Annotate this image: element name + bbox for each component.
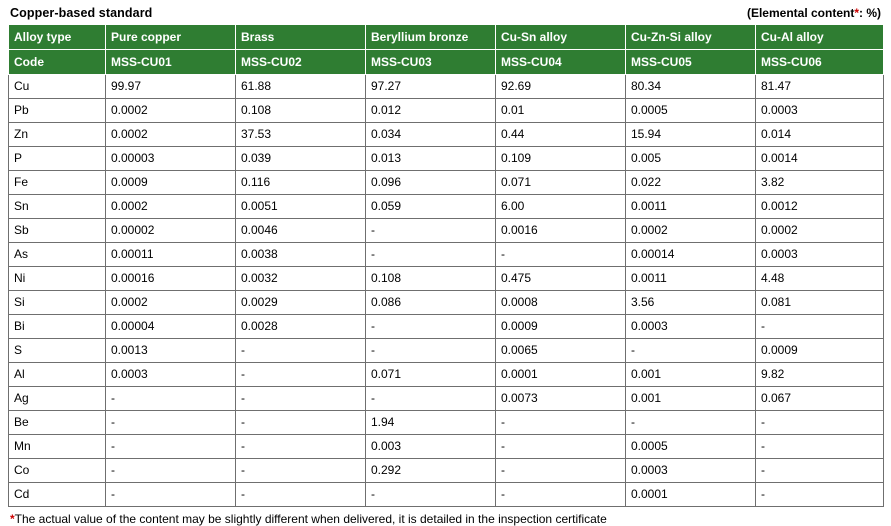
table-row [9,243,884,267]
asterisk-icon: * [854,6,859,20]
column-header-pure-copper: Pure copper [106,25,236,50]
elemental-content-note [747,6,881,20]
element-value-cell: - [496,411,626,435]
element-value-cell: 0.0008 [496,291,626,315]
element-value-cell: - [236,459,366,483]
element-value-cell: 0.096 [366,171,496,195]
column-header-beryllium-bronze: Beryllium bronze [366,25,496,50]
table-row [9,483,884,507]
asterisk-icon: * [10,512,15,526]
column-header-brass: Brass [236,25,366,50]
element-value-cell: 0.0002 [106,291,236,315]
element-symbol-cell: Mn [9,435,106,459]
element-value-cell: 0.00011 [106,243,236,267]
element-value-cell: - [496,483,626,507]
note-suffix: : %) [859,6,881,20]
element-value-cell: 0.0003 [626,459,756,483]
table-body [9,75,884,507]
element-value-cell: 0.0002 [756,219,884,243]
element-value-cell: 0.0014 [756,147,884,171]
element-value-cell: 3.56 [626,291,756,315]
table-row [9,99,884,123]
element-value-cell: 0.0032 [236,267,366,291]
element-value-cell: 0.034 [366,123,496,147]
column-header-cu-sn-alloy: Cu-Sn alloy [496,25,626,50]
element-value-cell: 0.071 [366,363,496,387]
code-pure-copper: MSS-CU01 [106,50,236,75]
element-symbol-cell: Si [9,291,106,315]
element-value-cell: 0.081 [756,291,884,315]
element-value-cell: 0.0005 [626,99,756,123]
element-value-cell: 15.94 [626,123,756,147]
table-row [9,363,884,387]
table-caption-bar [8,6,883,24]
element-value-cell: - [366,219,496,243]
table-row [9,291,884,315]
element-value-cell: 0.475 [496,267,626,291]
table-row [9,147,884,171]
table-row [9,435,884,459]
element-value-cell: 0.109 [496,147,626,171]
element-value-cell: 0.0003 [756,99,884,123]
element-value-cell: - [366,243,496,267]
element-value-cell: 0.005 [626,147,756,171]
element-symbol-cell: Cd [9,483,106,507]
element-value-cell: 0.0012 [756,195,884,219]
element-value-cell: 0.0028 [236,315,366,339]
element-value-cell: - [756,315,884,339]
element-value-cell: 3.82 [756,171,884,195]
table-row [9,411,884,435]
element-value-cell: 0.0003 [756,243,884,267]
element-value-cell: 0.067 [756,387,884,411]
element-value-cell: - [366,387,496,411]
table-title: Copper-based standard [10,6,153,20]
element-value-cell: 0.059 [366,195,496,219]
column-header-cu-al-alloy: Cu-Al alloy [756,25,884,50]
element-value-cell: 0.0038 [236,243,366,267]
table-row [9,387,884,411]
element-value-cell: - [366,339,496,363]
element-value-cell: 61.88 [236,75,366,99]
element-value-cell: - [236,387,366,411]
element-value-cell: 0.003 [366,435,496,459]
element-value-cell: 0.0011 [626,267,756,291]
element-value-cell: 0.108 [236,99,366,123]
element-symbol-cell: Zn [9,123,106,147]
element-symbol-cell: Bi [9,315,106,339]
element-value-cell: - [106,483,236,507]
element-value-cell: 1.94 [366,411,496,435]
element-value-cell: 0.00004 [106,315,236,339]
element-value-cell: 0.0073 [496,387,626,411]
element-symbol-cell: Ni [9,267,106,291]
element-value-cell: - [756,411,884,435]
element-value-cell: - [236,339,366,363]
note-prefix: (Elemental content [746,6,855,20]
element-value-cell: 9.82 [756,363,884,387]
element-value-cell: 0.0046 [236,219,366,243]
element-symbol-cell: P [9,147,106,171]
table-code-row [9,50,884,75]
element-value-cell: 0.116 [236,171,366,195]
code-beryllium-bronze: MSS-CU03 [366,50,496,75]
element-value-cell: 0.0001 [496,363,626,387]
element-value-cell: - [756,459,884,483]
element-value-cell: 0.022 [626,171,756,195]
element-value-cell: 0.0003 [106,363,236,387]
element-value-cell: 0.00014 [626,243,756,267]
column-header-alloy-type: Alloy type [9,25,106,50]
element-value-cell: - [756,483,884,507]
element-value-cell: 0.039 [236,147,366,171]
element-value-cell: 6.00 [496,195,626,219]
element-value-cell: 0.0002 [106,195,236,219]
element-value-cell: - [236,435,366,459]
element-value-cell: 0.0065 [496,339,626,363]
element-value-cell: - [496,459,626,483]
column-header-cu-zn-si-alloy: Cu-Zn-Si alloy [626,25,756,50]
element-value-cell: 0.0002 [106,99,236,123]
element-value-cell: 0.44 [496,123,626,147]
element-value-cell: 0.0001 [626,483,756,507]
element-value-cell: 0.0051 [236,195,366,219]
element-value-cell: 0.0009 [756,339,884,363]
element-value-cell: 92.69 [496,75,626,99]
element-symbol-cell: Be [9,411,106,435]
element-symbol-cell: Cu [9,75,106,99]
element-symbol-cell: Ag [9,387,106,411]
element-value-cell: - [756,435,884,459]
table-row [9,75,884,99]
element-value-cell: 0.0009 [106,171,236,195]
element-value-cell: 4.48 [756,267,884,291]
element-value-cell: 0.00016 [106,267,236,291]
element-symbol-cell: Sb [9,219,106,243]
element-value-cell: 97.27 [366,75,496,99]
element-value-cell: 80.34 [626,75,756,99]
footnote-text: The actual value of the content may be slightly different when delivered, it is detailed in the inspection certificate [14,512,607,526]
element-value-cell: - [626,411,756,435]
element-value-cell: - [626,339,756,363]
element-value-cell: 0.0009 [496,315,626,339]
element-symbol-cell: Co [9,459,106,483]
table-row [9,339,884,363]
table-row [9,459,884,483]
element-value-cell: - [236,411,366,435]
element-value-cell: 0.0002 [626,219,756,243]
element-symbol-cell: Fe [9,171,106,195]
table-row [9,315,884,339]
table-row [9,267,884,291]
element-value-cell: - [106,387,236,411]
element-value-cell: 0.001 [626,363,756,387]
element-symbol-cell: Sn [9,195,106,219]
element-symbol-cell: S [9,339,106,363]
code-cu-al-alloy: MSS-CU06 [756,50,884,75]
element-value-cell: - [236,363,366,387]
element-value-cell: 0.0003 [626,315,756,339]
code-brass: MSS-CU02 [236,50,366,75]
element-value-cell: 0.0005 [626,435,756,459]
element-value-cell: 0.012 [366,99,496,123]
element-value-cell: 0.013 [366,147,496,171]
element-symbol-cell: Al [9,363,106,387]
element-value-cell: 0.086 [366,291,496,315]
element-value-cell: 0.01 [496,99,626,123]
table-row [9,171,884,195]
element-value-cell: - [496,435,626,459]
table-header-row [9,25,884,50]
code-cu-zn-si-alloy: MSS-CU05 [626,50,756,75]
element-value-cell: 0.0011 [626,195,756,219]
element-value-cell: - [236,483,366,507]
element-value-cell: 0.00003 [106,147,236,171]
element-value-cell: - [106,411,236,435]
element-symbol-cell: As [9,243,106,267]
element-value-cell: 0.001 [626,387,756,411]
table-head [9,25,884,75]
element-value-cell: 0.071 [496,171,626,195]
element-value-cell: 81.47 [756,75,884,99]
element-value-cell: - [106,459,236,483]
element-value-cell: 37.53 [236,123,366,147]
element-value-cell: 0.292 [366,459,496,483]
element-value-cell: - [366,315,496,339]
copper-standard-table [8,24,884,507]
table-row [9,195,884,219]
element-symbol-cell: Pb [9,99,106,123]
element-value-cell: 0.014 [756,123,884,147]
element-value-cell: 99.97 [106,75,236,99]
element-value-cell: 0.00002 [106,219,236,243]
table-footnote [8,512,883,526]
table-row [9,219,884,243]
element-value-cell: 0.0013 [106,339,236,363]
element-value-cell: 0.0029 [236,291,366,315]
element-value-cell: - [106,435,236,459]
code-label: Code [9,50,106,75]
element-value-cell: - [496,243,626,267]
code-cu-sn-alloy: MSS-CU04 [496,50,626,75]
element-value-cell: 0.0002 [106,123,236,147]
element-value-cell: - [366,483,496,507]
element-value-cell: 0.108 [366,267,496,291]
element-value-cell: 0.0016 [496,219,626,243]
table-row [9,123,884,147]
